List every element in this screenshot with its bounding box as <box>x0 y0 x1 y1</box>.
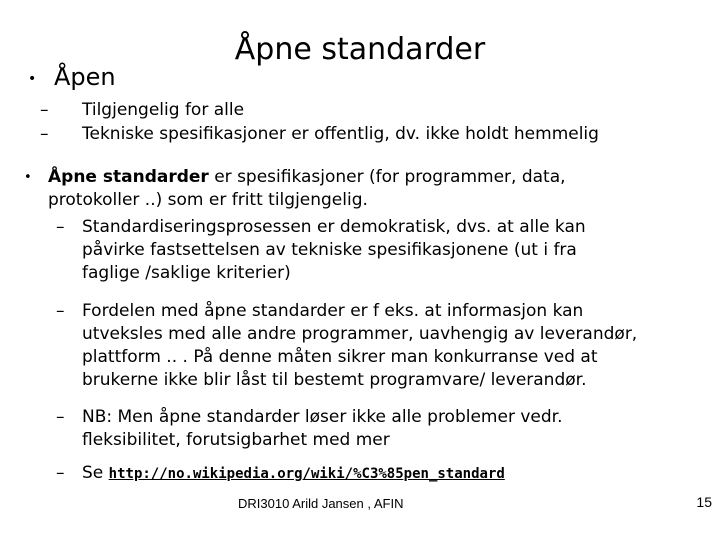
point-1 <box>56 216 586 285</box>
point-line: fleksibilitet, forutsigbarhet med mer <box>82 430 390 450</box>
point-line: brukerne ikke blir låst til bestemt programvare/ leverandør. <box>82 370 587 390</box>
main-bullet-line <box>48 166 566 189</box>
point-2 <box>56 300 638 392</box>
dash-marker: – <box>40 124 49 144</box>
bullet-dot: • <box>28 71 37 87</box>
main-bullet-line-2: protokoller ..) som er fritt tilgjengelig. <box>48 190 368 210</box>
dash-marker: – <box>56 217 65 237</box>
footer-text: DRI3010 Arild Jansen , AFIN <box>238 496 404 511</box>
main-bullet-rest: er spesifikasjoner (for programmer, data, <box>208 167 566 187</box>
intro-sub-list <box>40 98 599 146</box>
dash-marker: – <box>40 100 49 120</box>
dash-marker: – <box>56 301 65 321</box>
point-line: påvirke fastsettelsen av tekniske spesifikasjonene (ut i fra <box>82 240 577 260</box>
page-number: 15 <box>696 494 712 510</box>
intro-bullet-label: Åpen <box>54 63 116 91</box>
main-bullet <box>24 166 566 212</box>
point-line: utveksles med alle andre programmer, uavhengig av leverandør, <box>82 324 638 344</box>
point-3 <box>56 406 563 452</box>
see-link-row <box>56 462 505 486</box>
see-label: Se <box>82 463 109 483</box>
main-bullet-bold: Åpne standarder <box>48 167 209 187</box>
list-item <box>40 98 599 122</box>
wikipedia-link[interactable]: http://no.wikipedia.org/wiki/%C3%85pen_standard <box>108 466 505 482</box>
bullet-dot: • <box>24 170 32 185</box>
dash-marker: – <box>56 407 65 427</box>
intro-bullet <box>28 63 116 91</box>
point-line: Standardiseringsprosessen er demokratisk, dvs. at alle kan <box>82 217 586 237</box>
point-line: NB: Men åpne standarder løser ikke alle problemer vedr. <box>82 407 563 427</box>
point-line: plattform .. . På denne måten sikrer man konkurranse ved at <box>82 347 598 367</box>
point-line: faglige /saklige kriterier) <box>82 263 291 283</box>
list-item <box>40 122 599 146</box>
point-line: Fordelen med åpne standarder er f eks. at informasjon kan <box>82 301 584 321</box>
dash-marker: – <box>56 463 65 483</box>
slide-title: Åpne standarder <box>234 32 486 67</box>
list-item-text: Tekniske spesifikasjoner er offentlig, dv. ikke holdt hemmelig <box>82 124 599 144</box>
list-item-text: Tilgjengelig for alle <box>82 100 245 120</box>
